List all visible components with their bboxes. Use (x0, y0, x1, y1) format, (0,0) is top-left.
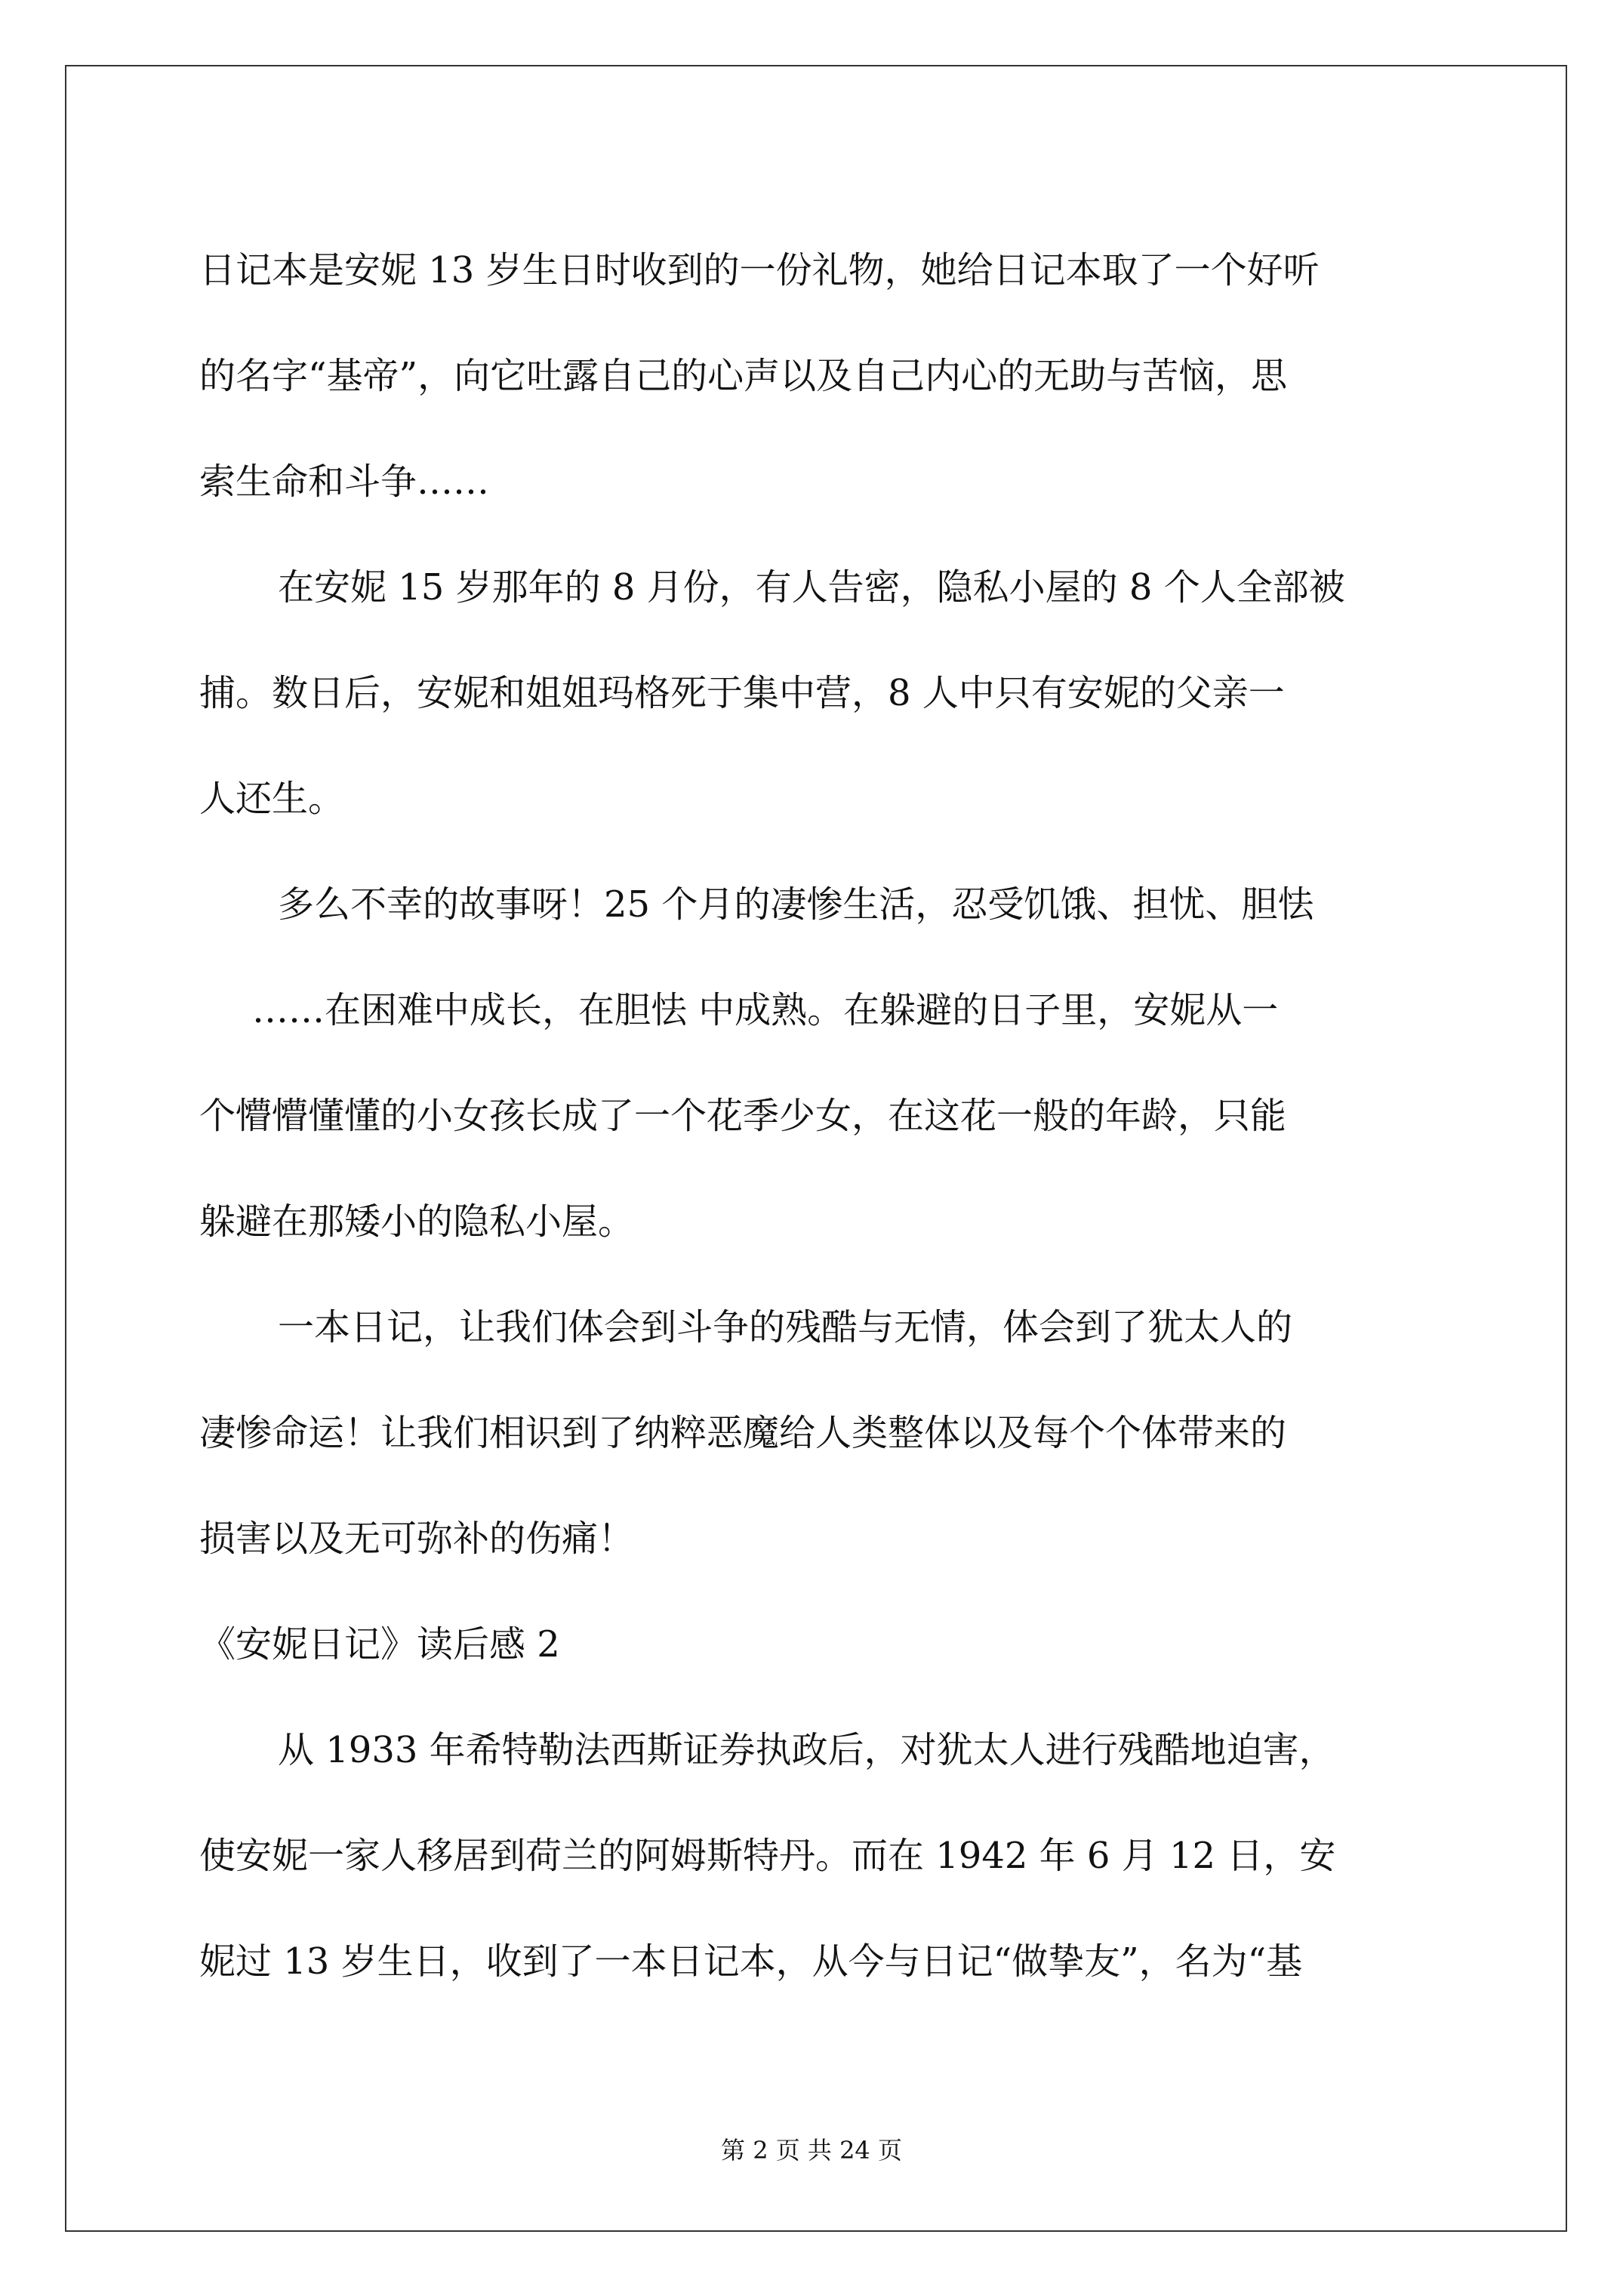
text-line: 索生命和斗争…… (199, 461, 490, 503)
text-line: 从 1933 年希特勒法西斯证券执政后，对犹太人进行残酷地迫害， (278, 1729, 1335, 1771)
text-line: 捕。数日后，安妮和姐姐玛格死于集中营，8 人中只有安妮的父亲一 (199, 672, 1285, 714)
text-line: 多么不幸的故事呀！25 个月的凄惨生活，忍受饥饿、担忧、胆怯 (278, 883, 1314, 926)
text-line: 的名字“基帝”，向它吐露自己的心声以及自己内心的无助与苦恼，思 (199, 355, 1288, 397)
text-line: 日记本是安妮 13 岁生日时收到的一份礼物，她给日记本取了一个好听 (199, 249, 1320, 291)
document-body (199, 217, 1437, 2014)
page-number: 第 2 页 共 24 页 (721, 2136, 902, 2165)
text-line: 个懵懵懂懂的小女孩长成了一个花季少女，在这花一般的年龄，只能 (199, 1095, 1287, 1137)
text-line: 在安妮 15 岁那年的 8 月份，有人告密，隐私小屋的 8 个人全部被 (278, 566, 1345, 609)
text-line: 一本日记，让我们体会到斗争的残酷与无情，体会到了犹太人的 (278, 1306, 1293, 1348)
section-heading: 《安妮日记》读后感 2 (199, 1623, 560, 1666)
text-line: ……在困难中成长，在胆怯 中成熟。在躲避的日子里，安妮从一 (252, 989, 1279, 1031)
text-line: 人还生。 (199, 778, 345, 820)
text-line: 使安妮一家人移居到荷兰的阿姆斯特丹。而在 1942 年 6 月 12 日，安 (199, 1835, 1336, 1877)
text-line: 妮过 13 岁生日，收到了一本日记本，从今与日记“做挚友”，名为“基 (199, 1940, 1303, 1983)
text-line: 凄惨命运！让我们相识到了纳粹恶魔给人类整体以及每个个体带来的 (199, 1412, 1287, 1454)
text-line: 损害以及无可弥补的伤痛！ (199, 1518, 635, 1560)
text-line: 躲避在那矮小的隐私小屋。 (199, 1200, 635, 1243)
